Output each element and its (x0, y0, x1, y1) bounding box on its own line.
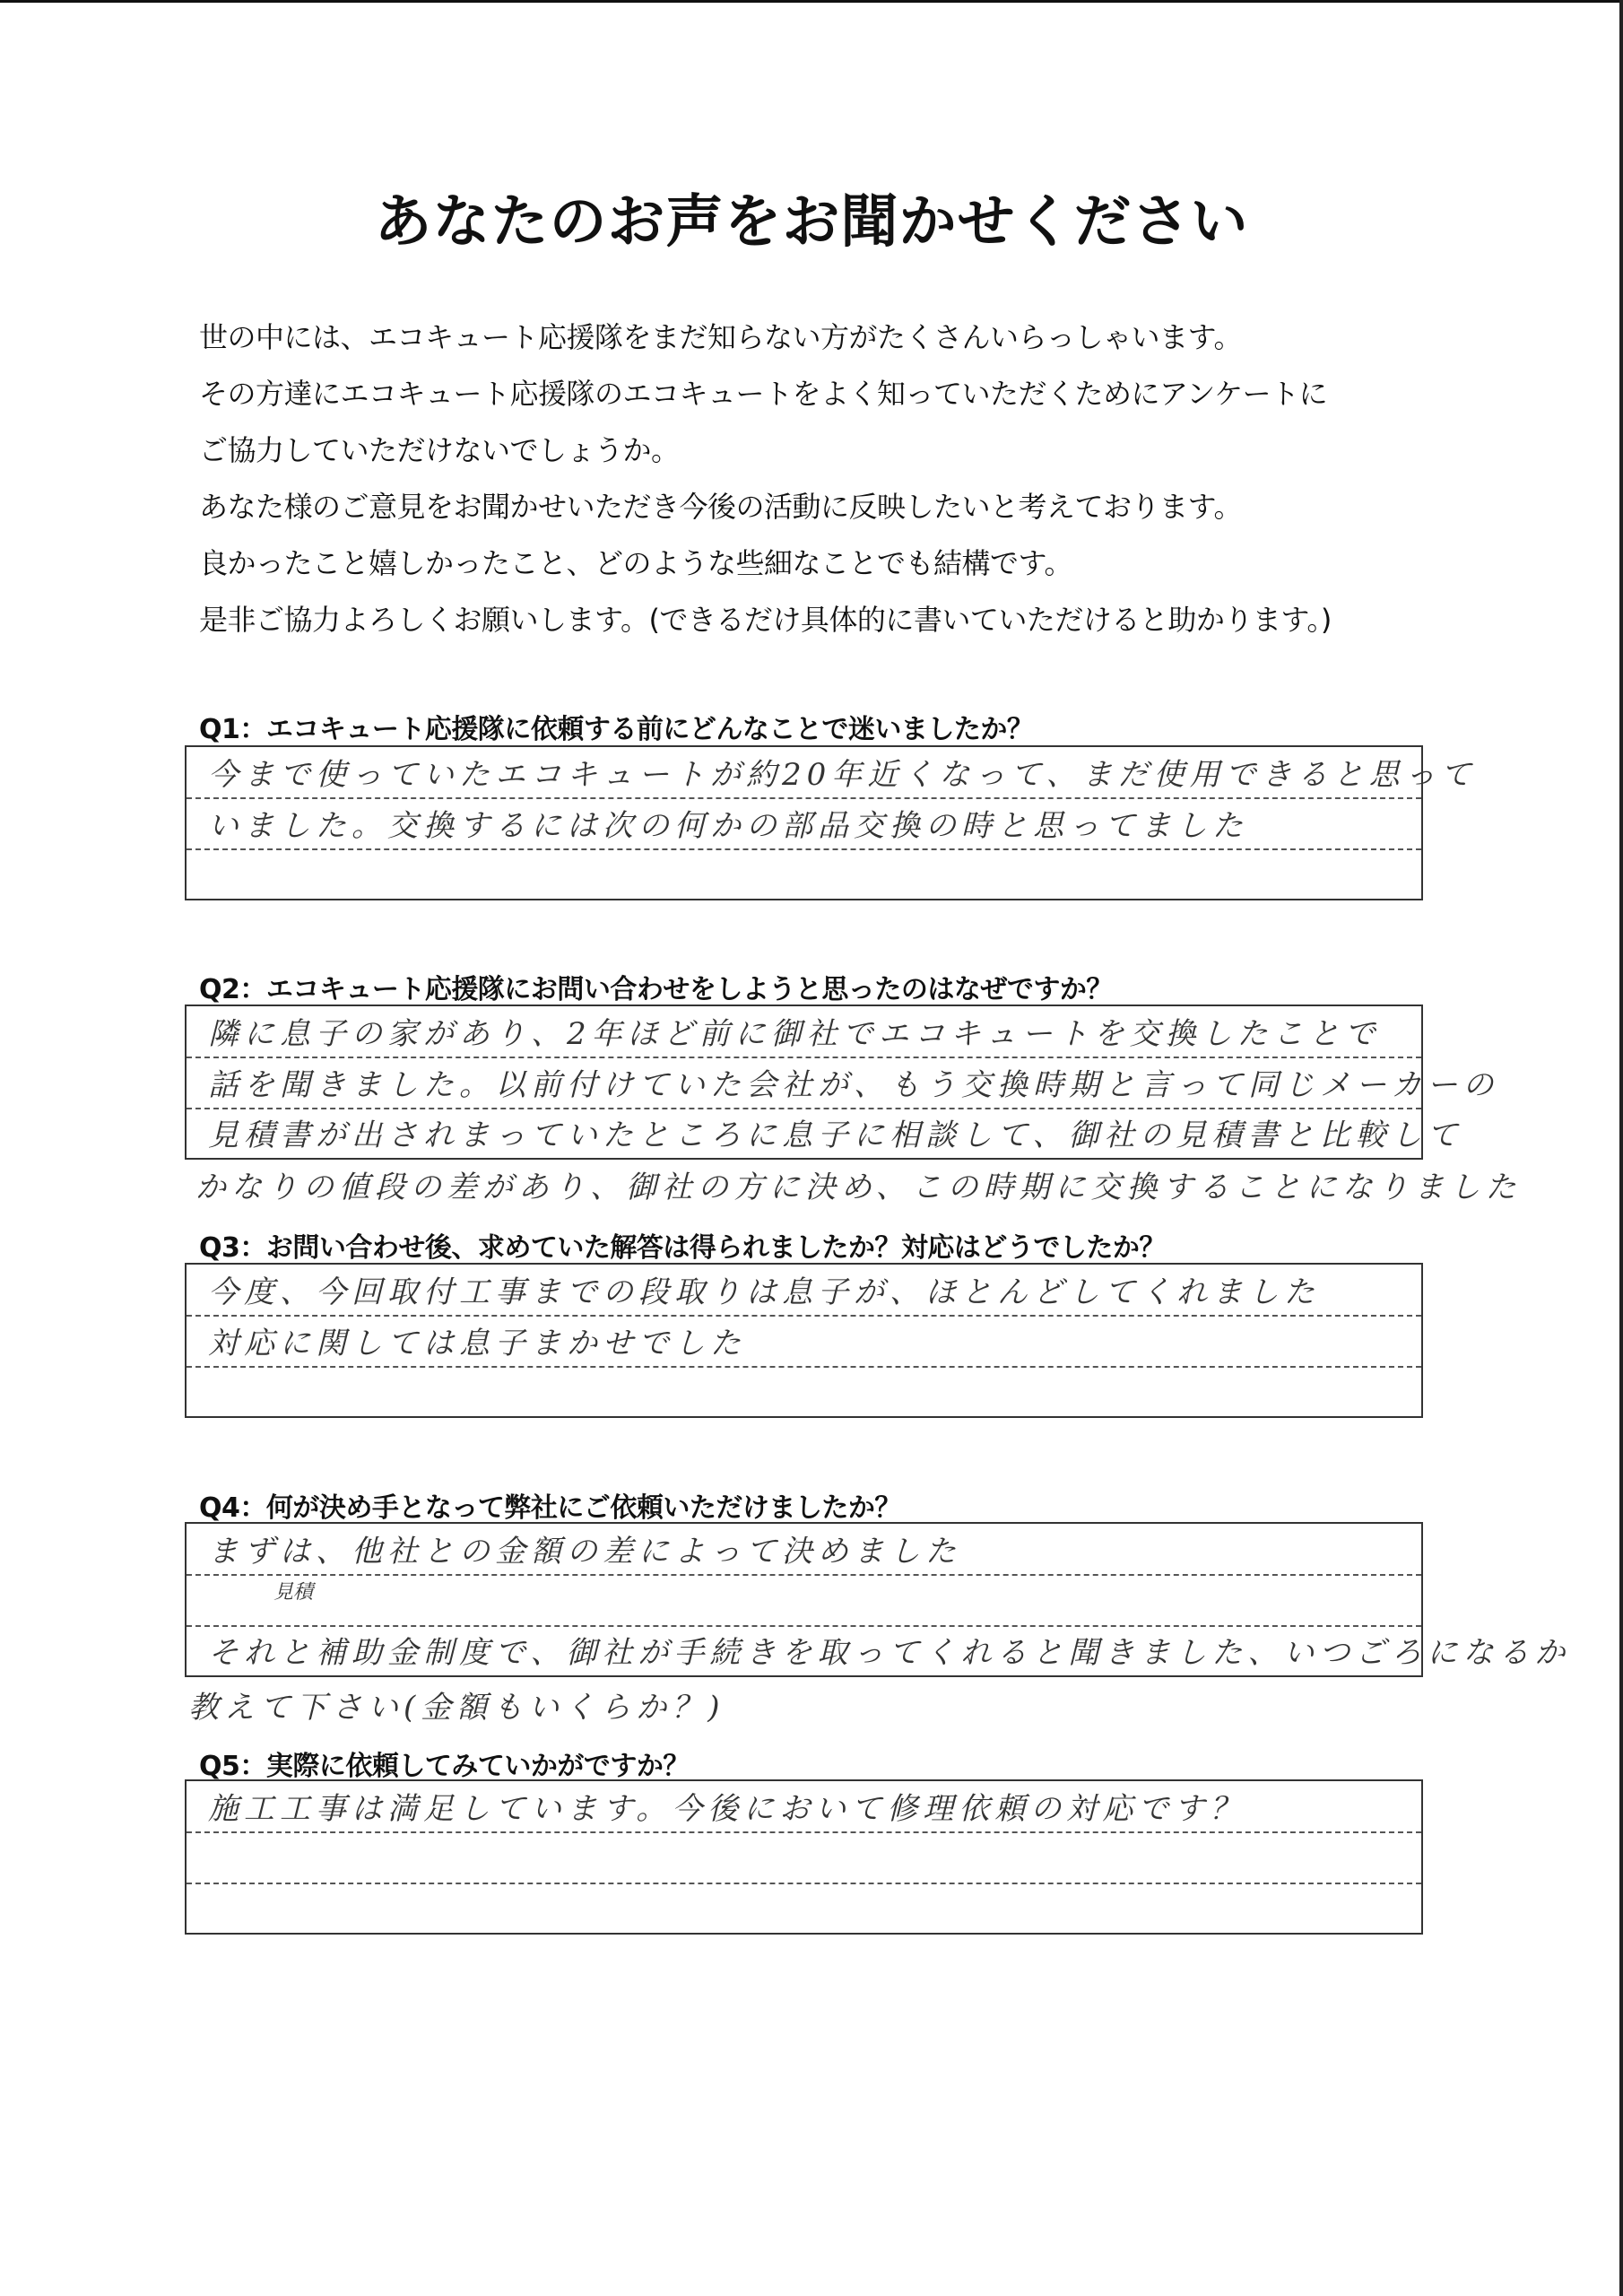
answer-line[interactable] (187, 1884, 1421, 1933)
answer-box-q2[interactable] (185, 1004, 1499, 1160)
handwritten-text: それと補助金制度で、御社が手続きを取ってくれると聞きました、いつごろになるか (208, 1635, 1571, 1671)
answer-line[interactable] (187, 1317, 1421, 1368)
answer-line[interactable] (187, 1833, 1421, 1884)
intro-line: あなた様のご意見をお聞かせいただき今後の活動に反映したいと考えております。 (199, 490, 1242, 524)
page-edge (0, 0, 1623, 3)
answer-line[interactable] (187, 799, 1421, 850)
intro-line: 世の中には、エコキュート応援隊をまだ知らない方がたくさんいらっしゃいます。 (199, 320, 1242, 354)
answer-box-q5[interactable] (185, 1779, 1423, 1935)
handwritten-overflow: 教えて下さい(金額もいくらか？) (188, 1690, 725, 1726)
answer-line[interactable] (187, 1265, 1421, 1317)
question-2-label: Q2：エコキュート応援隊にお問い合わせをしようと思ったのはなぜですか？ (199, 974, 1113, 1005)
answer-line[interactable] (187, 1368, 1421, 1416)
answer-line[interactable] (187, 1109, 1463, 1158)
handwritten-text: 見積書が出されまっていたところに息子に相談して、御社の見積書と比較して (208, 1118, 1463, 1153)
handwritten-text: 今まで使っていたエコキュートが約20年近くなって、まだ使用できると思って (208, 757, 1477, 793)
question-4-label: Q4：何が決め手となって弊社にご依頼いただけましたか？ (199, 1492, 901, 1524)
answer-line[interactable] (187, 1781, 1421, 1833)
handwritten-overflow: かなりの値段の差があり、御社の方に決め、この時期に交換することになりました (195, 1170, 1522, 1205)
handwritten-text: いました。交換するには次の何かの部品交換の時と思ってました (208, 808, 1248, 844)
handwritten-text: 施工工事は満足しています。今後において修理依頼の対応です？ (208, 1791, 1246, 1827)
question-1-label: Q1：エコキュート応援隊に依頼する前にどんなことで迷いましたか？ (199, 714, 1034, 745)
handwritten-text: 今度、今回取付工事までの段取りは息子が、ほとんどしてくれました (208, 1274, 1320, 1310)
intro-line: 良かったこと嬉しかったこと、どのような些細なことでも結構です。 (199, 546, 1072, 580)
answer-line[interactable] (187, 747, 1477, 799)
handwritten-text: まずは、他社との金額の差によって決めました (208, 1534, 961, 1570)
intro-line: ご協力していただけないでしょうか。 (199, 433, 680, 467)
answer-line[interactable] (187, 1627, 1571, 1675)
answer-box-q3[interactable] (185, 1263, 1423, 1418)
handwritten-annotation: 見積 (273, 1581, 314, 1604)
answer-box-q4[interactable] (185, 1522, 1571, 1677)
question-5-label: Q5：実際に依頼してみていかがですか？ (199, 1751, 690, 1782)
intro-line: その方達にエコキュート応援隊のエコキュートをよく知っていただくためにアンケートに (199, 377, 1328, 411)
handwritten-text: 話を聞きました。以前付けていた会社が、もう交換時期と言って同じメーカーの (208, 1067, 1499, 1103)
answer-box-q1[interactable] (185, 745, 1477, 900)
intro-line: 是非ご協力よろしくお願いします。(できるだけ具体的に書いていただけると助かります。) (199, 603, 1332, 637)
page-edge (1619, 0, 1623, 2296)
page-title: あなたのお声をお聞かせください (374, 189, 1249, 256)
handwritten-text: 対応に関しては息子まかせでした (208, 1326, 746, 1361)
intro-text (199, 316, 1454, 655)
question-3-label: Q3：お問い合わせ後、求めていた解答は得られましたか？対応はどうでしたか？ (199, 1232, 1166, 1264)
answer-line[interactable] (187, 1576, 1421, 1627)
answer-line[interactable] (187, 1006, 1421, 1058)
answer-line[interactable] (187, 850, 1421, 899)
handwritten-text: 隣に息子の家があり、2年ほど前に御社でエコキュートを交換したことで (208, 1016, 1381, 1052)
answer-line[interactable] (187, 1058, 1499, 1109)
answer-line[interactable] (187, 1524, 1421, 1576)
